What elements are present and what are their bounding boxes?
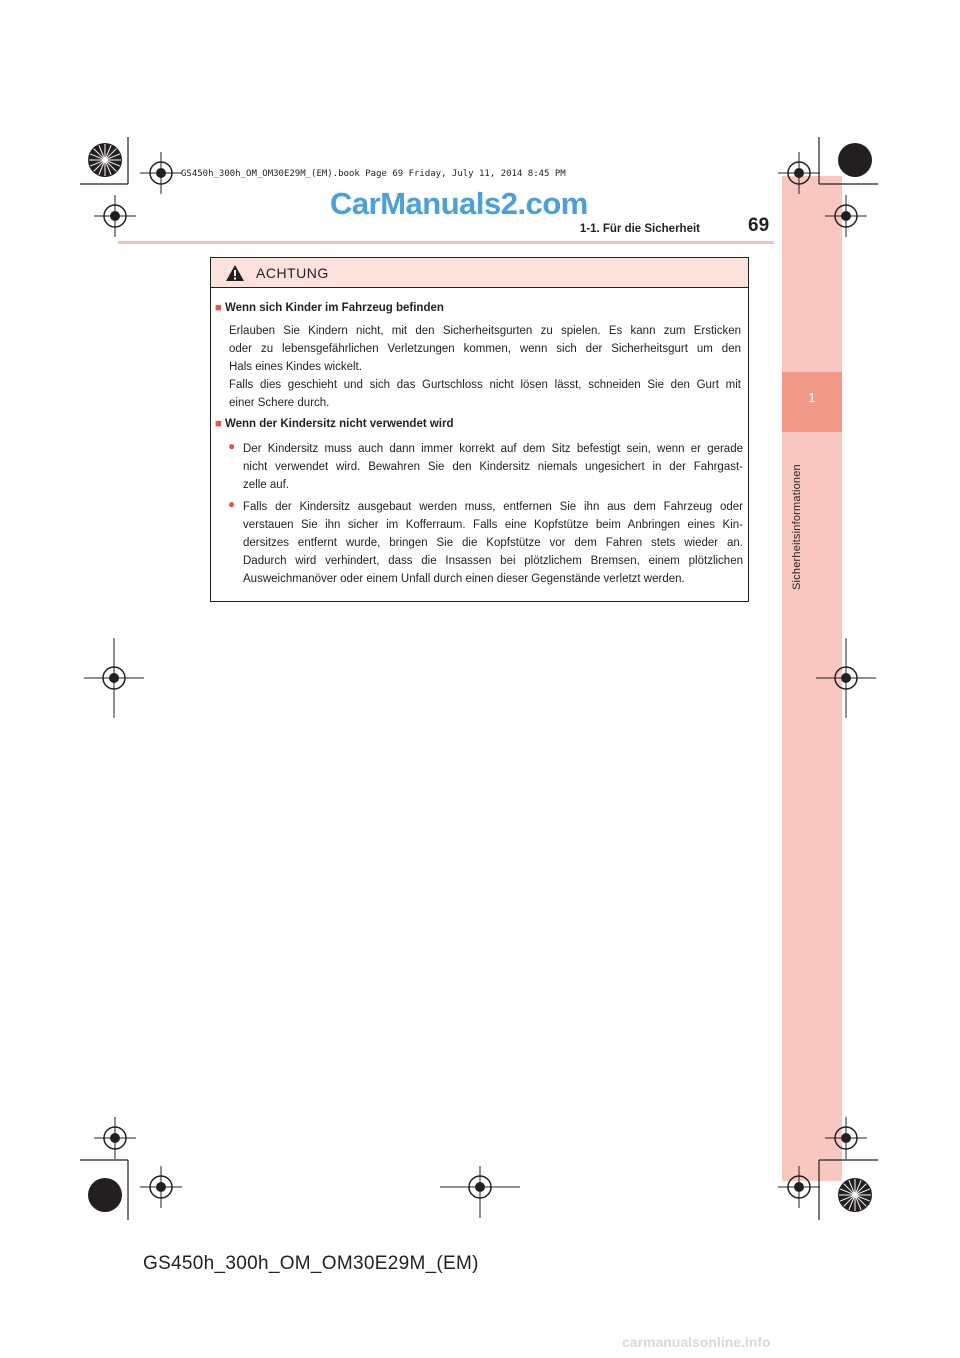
bullet-line: Ausweichmanöver oder einem Unfall durch einen dieser Gegenstände verletzt werden. — [243, 573, 685, 585]
bullet-line: Der Kindersitz muss auch dann immer korrekt auf dem Sitz befestigt sein, wenn er gerade — [243, 443, 743, 455]
bullet-line: Falls der Kindersitz ausgebaut werden muss, entfernen Sie ihn aus dem Fahrzeug oder — [243, 501, 743, 513]
watermark-bottom: carmanualsonline.info — [622, 1334, 771, 1350]
paragraph-line: oder zu lebensgefährlichen Verletzungen kommen, wenn sich der Sicherheitsgurt um den — [229, 343, 741, 355]
round-bullet-icon: ● — [228, 497, 236, 511]
bullet-line: verstauen Sie ihn sicher im Kofferraum. Falls eine Kopfstütze beim Anbringen eines Kin- — [243, 519, 743, 531]
document-code: GS450h_300h_OM_OM30E29M_(EM) — [143, 1253, 479, 1274]
registration-crosshair-icon — [84, 638, 144, 718]
section-heading-child-seat: ■ Wenn der Kindersitz nicht verwendet wird — [215, 418, 454, 430]
registration-crosshair-icon — [825, 1117, 867, 1159]
starburst-registration-icon — [86, 141, 124, 179]
square-bullet-icon: ■ — [215, 418, 222, 430]
page-number: 69 — [748, 215, 770, 236]
registration-crosshair-icon — [440, 1166, 520, 1218]
watermark-top: CarManuals2.com — [330, 186, 588, 221]
paragraph-line: Falls dies geschieht und sich das Gurtschloss nicht lösen lässt, schneiden Sie den Gurt mit — [229, 379, 741, 391]
section-heading-children: ■ Wenn sich Kinder im Fahrzeug befinden — [215, 302, 444, 314]
chapter-label: Sicherheitsinformationen — [791, 464, 803, 590]
registration-crosshair-icon — [94, 195, 136, 237]
registration-crosshair-icon — [140, 1166, 182, 1208]
bullet-line: zelle auf. — [243, 479, 290, 491]
bullet-line: Dadurch wird verhindert, dass die Insassen bei plötzlichem Bremsen, einem plötzlichen — [243, 555, 743, 567]
registration-crosshair-icon — [825, 195, 867, 237]
bullet-line: dersitzes entfernt wurde, bringen Sie die Kopfstütze vor dem Fahren stets wieder an. — [243, 537, 743, 549]
dotted-registration-icon — [836, 141, 874, 179]
chapter-number: 1 — [808, 390, 816, 405]
starburst-registration-icon — [836, 1176, 874, 1214]
paragraph-line: Hals eines Kindes wickelt. — [229, 361, 362, 373]
paragraph-line: einer Schere durch. — [229, 397, 330, 409]
section-title: 1-1. Für die Sicherheit — [579, 223, 700, 235]
warning-title: ACHTUNG — [256, 265, 329, 281]
registration-crosshair-icon — [816, 638, 876, 718]
registration-crosshair-icon — [778, 152, 820, 194]
bullet-line: nicht verwendet wird. Bewahren Sie den Kindersitz niemals ungesichert in der Fahrgast- — [243, 461, 743, 473]
dotted-registration-icon — [86, 1176, 124, 1214]
registration-crosshair-icon — [140, 152, 182, 194]
round-bullet-icon: ● — [228, 439, 236, 453]
paragraph-line: Erlauben Sie Kindern nicht, mit den Sicherheitsgurten zu spielen. Es kann zum Ersticken — [229, 325, 741, 337]
book-file-line: GS450h_300h_OM_OM30E29M_(EM).book Page 69 Friday, July 11, 2014 8:45 PM — [181, 169, 566, 179]
square-bullet-icon: ■ — [215, 302, 222, 314]
registration-crosshair-icon — [94, 1117, 136, 1159]
registration-crosshair-icon — [778, 1166, 820, 1208]
